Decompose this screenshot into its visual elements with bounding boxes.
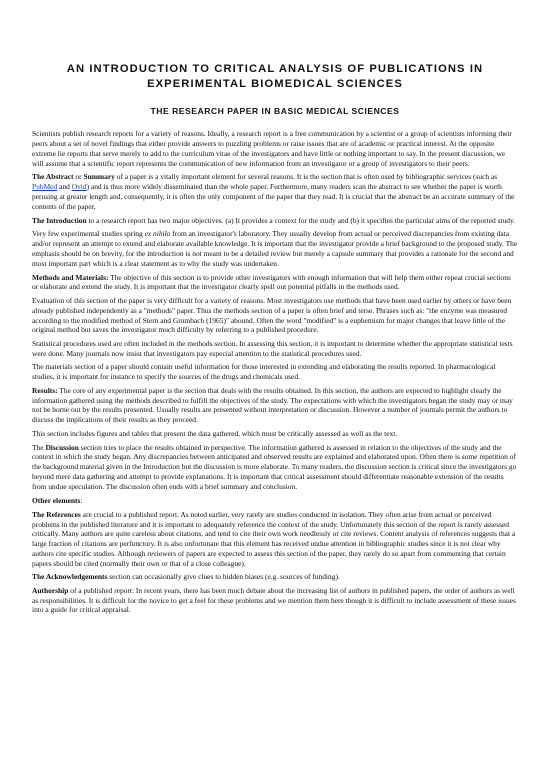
introduction-heading: The Introduction xyxy=(32,215,87,225)
introduction-p2-italic: ex nihilo xyxy=(144,229,171,239)
results-heading: Results: xyxy=(32,385,58,395)
acknowledgements-text: section can occasionally give clues to hidden biases (e.g. sources of funding). xyxy=(107,572,340,582)
acknowledgements-heading: The Acknowledgements xyxy=(32,572,108,582)
document-title xyxy=(32,62,518,92)
abstract-text-1: of a paper is a vitally important element for several reasons. It is the section that is often used by bibliographic services (such as xyxy=(114,172,498,182)
results-text: The core of any experimental paper is the section that deals with the results obtained. In this section, the authors are expected to highlight clearly the information gathered using the methods described to fulfill the objectives of the study. The expectations with which the investigators began the study may or may not be borne out by the results presented. Usually results are presented without interpretation or discussion. However a number of journals permit the authors to discuss the implications of their results as they proceed. xyxy=(32,385,513,425)
discussion-paragraph xyxy=(32,443,518,492)
discussion-text: section tries to place the results obtained in perspective. The information gathered is assessed in relation to the objectives of the study and the context in which the study began. Any discrepancies between anticipated and observed results are explained and elaborated upon. Often there is some repetition of the background material given in the Introduction but the discussion is more elaborate. To many readers, the discussion section is critical since the investigators go beyond mere data gathering and attempt to provide explanations. It is important that critical assessment should differentiate reasonable extension of the results from undue speculation. The discussion often ends with a brief summary and conclusion. xyxy=(32,442,517,491)
references-heading: The References xyxy=(32,509,81,519)
document-subtitle: THE RESEARCH PAPER IN BASIC MEDICAL SCIENCES xyxy=(150,106,400,116)
introduction-p2-b: from an investigator's laboratory. They usually develop from actual or perceived discrepancies from existing data and/or represent an attempt to extend and elaborate available knowledge. It is important that the investigator provide a brief background to the proposed study. The emphasis should be on brevity, for the introduction is not meant to be a detailed review but merely a capsule summary that provides a rationale for the second and most important part which is a clear statement as to why the study was undertaken. xyxy=(32,229,518,268)
introduction-paragraph xyxy=(32,216,518,226)
other-elements-heading-line xyxy=(32,496,518,506)
introduction-paragraph-2 xyxy=(32,229,518,268)
other-elements-colon: : xyxy=(80,495,83,505)
authorship-heading: Authorship xyxy=(32,585,69,595)
references-paragraph xyxy=(32,510,518,569)
methods-text: The objective of this section is to provide other investigators with enough information that will help them either repeat crucial sections or elaborate and extend the study. It is important that the investigator clearly spell out potential pitfalls in the methods used. xyxy=(32,272,511,292)
introduction-text: to a research report has two major objectives. (a) It provides a context for the study and (b) it specifies the particular aims of the reported study. xyxy=(86,215,516,225)
methods-heading: Methods and Materials: xyxy=(32,272,109,282)
abstract-and-text: and xyxy=(57,182,72,192)
abstract-text-2: ) and is thus more widely disseminated than the whole paper. Furthermore, many readers scan the abstract to see whether the paper is worth perusing at greater length and, consequently, it is often the only component of the paper that they read. It is crucial that the abstract be an accurate summary of the contents of the paper. xyxy=(32,182,515,211)
results-paragraph-2: This section includes figures and tables that present the data gathered, which must be critically assessed as well as the text. xyxy=(32,428,398,438)
ovid-link[interactable]: Ovid xyxy=(71,182,87,192)
summary-heading: Summary xyxy=(83,172,115,182)
methods-paragraph-2: Evaluation of this section of the paper is very difficult for a variety of reasons. Most investigators use methods that have been used earlier by others or have been already published independently as a "methods" paper. Thus the methods section of a paper is often brief and terse. Phrases such as: "the enzyme was measured according to the modified method of Stern and Grumbach (1965)" abound. Often the word "modified" is a euphemism for major changes that leave little of the original method but saves the investigator much difficulty by referring to a published procedure. xyxy=(32,295,512,335)
methods-paragraph-3: Statistical procedures used are often included in the methods section. In assessing this section, it is important to determine whether the appropriate statistical tests were done. Many journals now insist that investigators pay especial attention to the statistical procedures used. xyxy=(32,338,513,358)
other-elements-heading: Other elements xyxy=(32,495,81,505)
acknowledgements-paragraph xyxy=(32,572,518,582)
results-paragraph xyxy=(32,386,518,425)
title-line-1: AN INTRODUCTION TO CRITICAL ANALYSIS OF PUBLICATIONS IN xyxy=(66,63,484,75)
abstract-heading: The Abstract xyxy=(32,172,74,182)
pubmed-link[interactable]: PubMed xyxy=(32,182,58,192)
methods-paragraph xyxy=(32,273,518,293)
title-line-2: EXPERIMENTAL BIOMEDICAL SCIENCES xyxy=(147,78,403,90)
abstract-paragraph xyxy=(32,172,518,211)
introduction-p2-a: Very few experimental studies spring xyxy=(32,229,145,239)
references-text: are crucial to a published report. As noted earlier, very rarely are studies conducted in isolation. They often arise from actual or perceived problems in the published literature and it is important to adequately reference the context of the study. Unfortunately this section of the report is rarely assessed critically. Many authors are quite careless about citations, and tend to cite their own work needlessly or cite reviews. Content analysis of references suggests that a large fraction of citations are perfunctory. It is also unfortunate that this element has received undue attention in bibliographic studies since it is not clear why authors cite specific studies. Although reviewers of papers are expected to assess this section of the paper, they rarely do so apart from commenting that certain papers should be cited (normally their own or that of a close colleague). xyxy=(32,509,516,568)
authorship-text: of a published report: In recent years, there has been much debate about the increasing list of authors in published papers, the order of authors as well as responsibilities. It is difficult for the novice to get a feel for these problems and we mention them here though it is difficult to include assessment of these issues into a guide for critical appraisal. xyxy=(32,585,516,615)
discussion-pre: The xyxy=(32,442,46,452)
intro-paragraph: Scientists publish research reports for a variety of reasons. Ideally, a research report is a free communication by a scientist or a group of scientists informing their peers about a set of novel findings that either provide answers to puzzling problems or raise issues that are of academic or practical interest. At the opposite extreme lie reports that serve merely to add to the curriculum vitae of the investigators and have little or nothing important to say. In the present discussion, we will assume that a scientific report represents the communication of new information from an investigator or a group of investigators to their peers. xyxy=(32,129,512,168)
abstract-or-text: or xyxy=(73,172,84,182)
authorship-paragraph xyxy=(32,586,518,616)
methods-paragraph-4: The materials section of a paper should contain useful information for those interested in extending and elaborating the results reported. In pharmacological studies, it is important for instance to specify the sources of the drugs and chemicals used. xyxy=(32,362,496,381)
discussion-heading: Discussion xyxy=(45,442,79,452)
